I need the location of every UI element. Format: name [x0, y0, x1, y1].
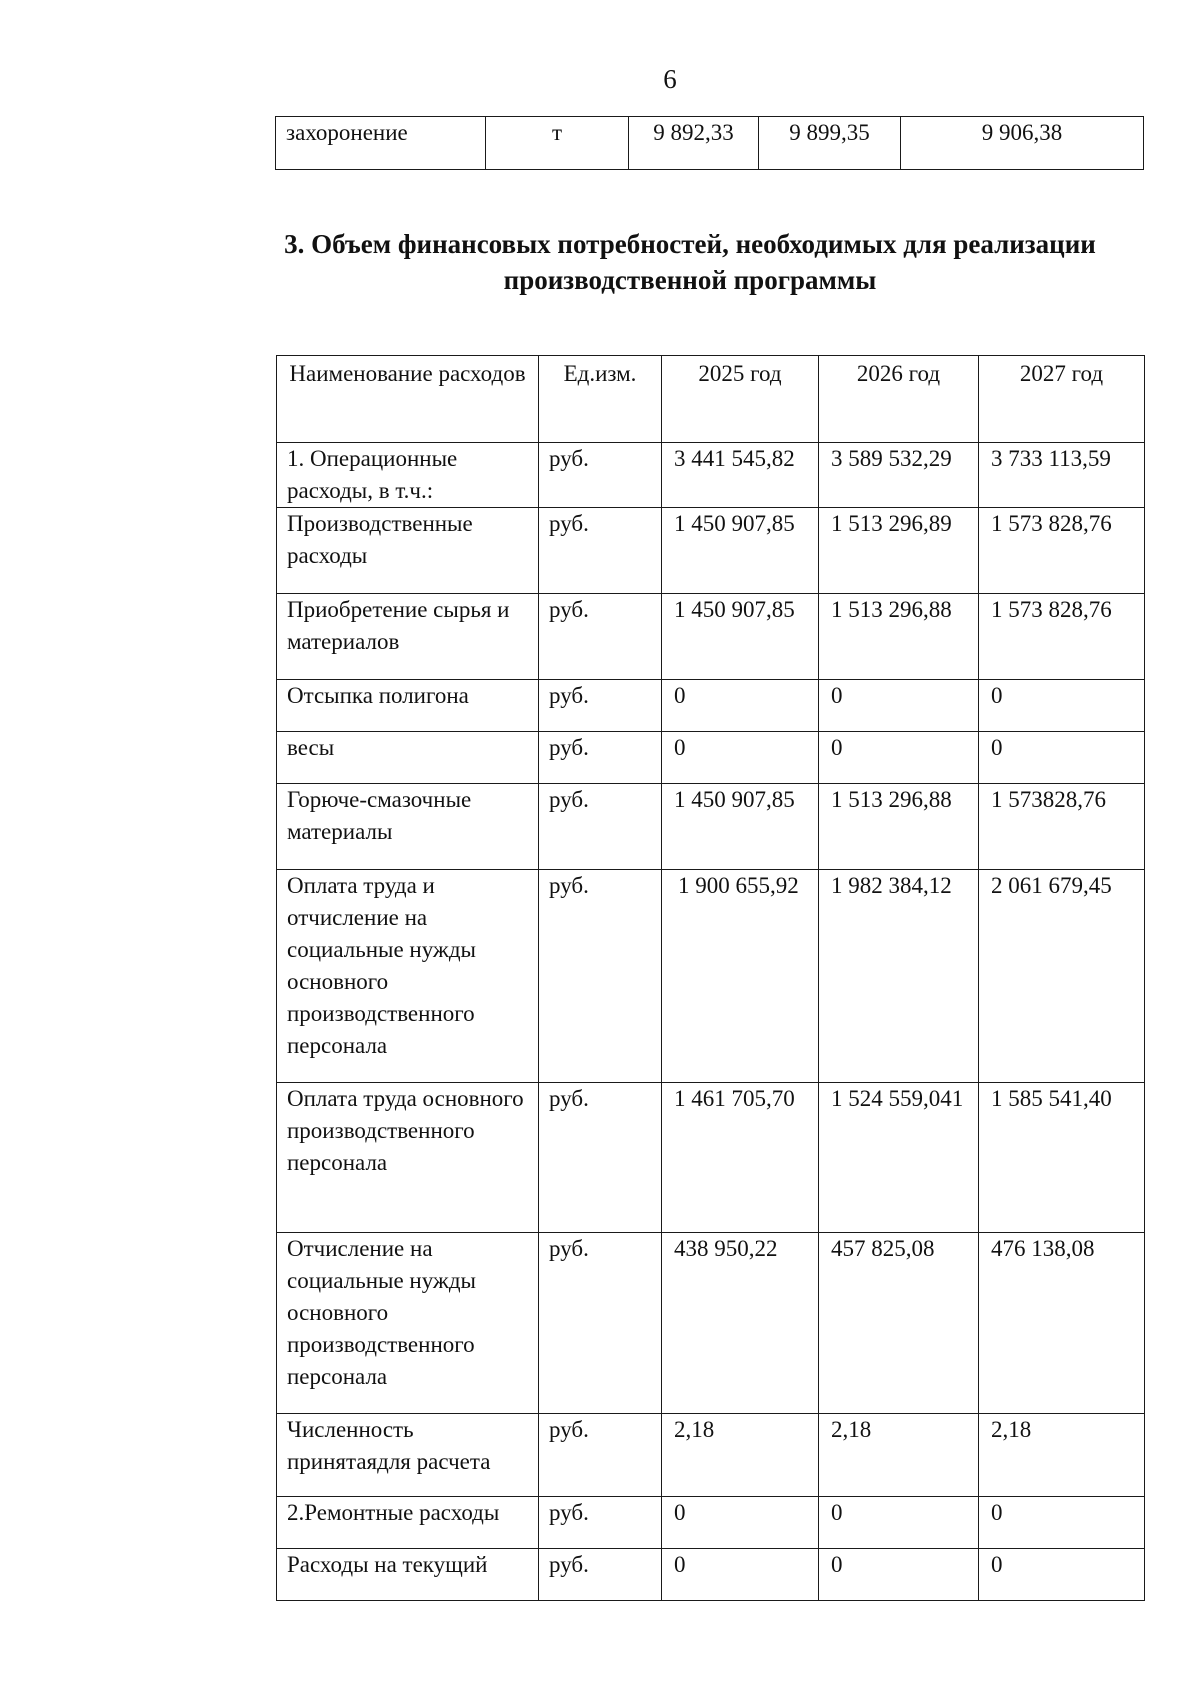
- table-row: [277, 594, 1145, 680]
- value-2025-cell: 1 450 907,85: [662, 784, 819, 870]
- value-2027-cell: 1 573 828,76: [979, 508, 1145, 594]
- value-2026-cell: 457 825,08: [819, 1233, 979, 1414]
- table-row: [277, 1549, 1145, 1601]
- value-2025-cell: 1 450 907,85: [662, 594, 819, 680]
- unit-cell: руб.: [539, 732, 662, 784]
- value-2025-cell: 9 892,33: [629, 117, 759, 170]
- value-2025-cell: 0: [662, 732, 819, 784]
- unit-cell: руб.: [539, 1083, 662, 1233]
- unit-cell: руб.: [539, 870, 662, 1083]
- value-2027-cell: 1 573828,76: [979, 784, 1145, 870]
- value-2025-cell: 0: [662, 680, 819, 732]
- row-name-cell: 1. Операционные расходы, в т.ч.:: [277, 443, 539, 508]
- section-title: 3. Объем финансовых потребностей, необходимых для реализации производственной программы: [284, 229, 1096, 295]
- value-2025-cell: 0: [662, 1549, 819, 1601]
- value-2026-cell: 1 513 296,88: [819, 784, 979, 870]
- value-2026-cell: 1 513 296,88: [819, 594, 979, 680]
- table-row: [277, 1497, 1145, 1549]
- unit-cell: руб.: [539, 784, 662, 870]
- value-2025-cell: 1 461 705,70: [662, 1083, 819, 1233]
- table-row: [277, 784, 1145, 870]
- value-2027-cell: 0: [979, 1549, 1145, 1601]
- value-2026-cell: 1 524 559,041: [819, 1083, 979, 1233]
- value-2027-cell: 0: [979, 1497, 1145, 1549]
- value-2025-cell: 3 441 545,82: [662, 443, 819, 508]
- value-2027-cell: 1 573 828,76: [979, 594, 1145, 680]
- value-2027-cell: 0: [979, 732, 1145, 784]
- value-2026-cell: 0: [819, 1549, 979, 1601]
- value-2026-cell: 0: [819, 680, 979, 732]
- table-row: [277, 870, 1145, 1083]
- value-2027-cell: 2 061 679,45: [979, 870, 1145, 1083]
- continued-table: [275, 116, 1144, 170]
- value-2026-cell: 1 513 296,89: [819, 508, 979, 594]
- financial-needs-table: [276, 355, 1145, 1601]
- value-2026-cell: 2,18: [819, 1414, 979, 1497]
- table-row: [277, 1414, 1145, 1497]
- table-row: [277, 1233, 1145, 1414]
- unit-cell: руб.: [539, 594, 662, 680]
- row-name-cell: захоронение: [276, 117, 486, 170]
- unit-cell: руб.: [539, 1497, 662, 1549]
- row-name-cell: Численность принятаядля расчета: [277, 1414, 539, 1497]
- unit-cell: руб.: [539, 680, 662, 732]
- value-2027-cell: 1 585 541,40: [979, 1083, 1145, 1233]
- value-2025-cell: 2,18: [662, 1414, 819, 1497]
- header-2025: 2025 год: [662, 356, 819, 443]
- table-row: [277, 680, 1145, 732]
- unit-cell: руб.: [539, 508, 662, 594]
- value-2027-cell: 9 906,38: [901, 117, 1144, 170]
- header-name: Наименование расходов: [277, 356, 539, 443]
- row-name-cell: Производственные расходы: [277, 508, 539, 594]
- row-name-cell: Приобретение сырья и материалов: [277, 594, 539, 680]
- value-2026-cell: 0: [819, 732, 979, 784]
- value-2027-cell: 476 138,08: [979, 1233, 1145, 1414]
- value-2027-cell: 3 733 113,59: [979, 443, 1145, 508]
- header-2027: 2027 год: [979, 356, 1145, 443]
- row-name-cell: Отсыпка полигона: [277, 680, 539, 732]
- row-name-cell: Горюче-смазочные материалы: [277, 784, 539, 870]
- value-2025-cell: 1 900 655,92: [662, 870, 819, 1083]
- unit-cell: т: [486, 117, 629, 170]
- row-name-cell: 2.Ремонтные расходы: [277, 1497, 539, 1549]
- value-2025-cell: 1 450 907,85: [662, 508, 819, 594]
- unit-cell: руб.: [539, 443, 662, 508]
- table-row: [277, 443, 1145, 508]
- row-name-cell: Расходы на текущий: [277, 1549, 539, 1601]
- value-2026-cell: 0: [819, 1497, 979, 1549]
- value-2025-cell: 438 950,22: [662, 1233, 819, 1414]
- table-row: [276, 117, 1144, 170]
- row-name-cell: Отчисление на социальные нужды основного производственного персонала: [277, 1233, 539, 1414]
- table-row: [277, 1083, 1145, 1233]
- value-2025-cell: 0: [662, 1497, 819, 1549]
- value-2026-cell: 3 589 532,29: [819, 443, 979, 508]
- table-row: [277, 508, 1145, 594]
- value-2027-cell: 0: [979, 680, 1145, 732]
- row-name-cell: Оплата труда основного производственного персонала: [277, 1083, 539, 1233]
- value-2026-cell: 9 899,35: [759, 117, 901, 170]
- value-2026-cell: 1 982 384,12: [819, 870, 979, 1083]
- unit-cell: руб.: [539, 1549, 662, 1601]
- header-2026: 2026 год: [819, 356, 979, 443]
- row-name-cell: Оплата труда и отчисление на социальные нужды основного производственного персонала: [277, 870, 539, 1083]
- table-row: [277, 732, 1145, 784]
- row-name-cell: весы: [277, 732, 539, 784]
- value-2027-cell: 2,18: [979, 1414, 1145, 1497]
- header-unit: Ед.изм.: [539, 356, 662, 443]
- table-header-row: [277, 356, 1145, 443]
- unit-cell: руб.: [539, 1233, 662, 1414]
- unit-cell: руб.: [539, 1414, 662, 1497]
- page-number: 6: [663, 64, 677, 94]
